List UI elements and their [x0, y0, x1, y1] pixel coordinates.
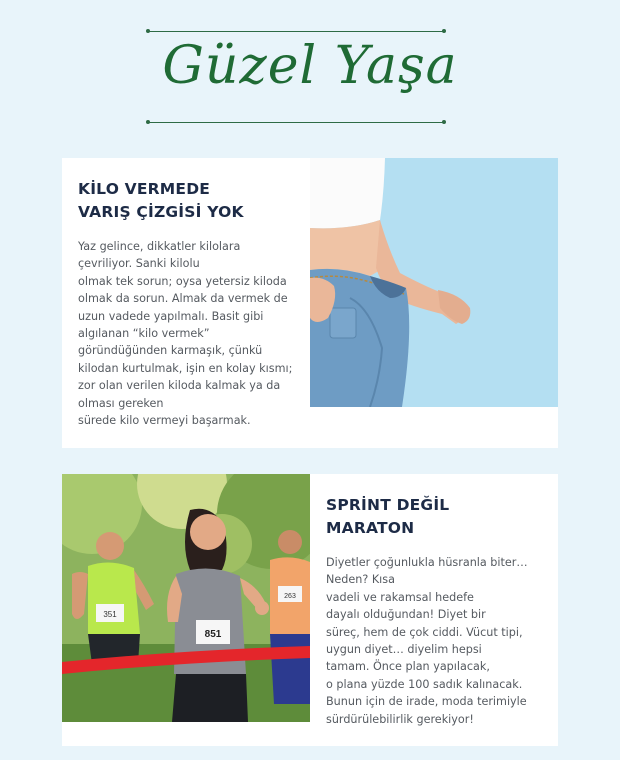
- header-bottom-rule: [148, 122, 444, 123]
- body-line: kilodan kurtulmak, işin en kolay kısmı;: [78, 361, 293, 375]
- body-line: Diyetler çoğunlukla hüsranla biter…: [326, 556, 528, 569]
- body-line: göründüğünden karmaşık, çünkü: [78, 344, 263, 358]
- header: [0, 0, 620, 150]
- body-line: Bunun için de irade, moda terimiyle: [326, 695, 527, 709]
- body-line: çevriliyor. Sanki kilolu: [78, 257, 200, 271]
- heading-line: MARATON: [326, 519, 415, 537]
- heading-line: VARIŞ ÇİZGİSİ YOK: [78, 203, 244, 221]
- marathon-runners-photo: [62, 474, 310, 722]
- body-line: uzun vadede yapılmalı. Basit gibi: [78, 309, 264, 323]
- article-heading: [78, 178, 286, 224]
- article-card-marathon: [62, 474, 558, 746]
- body-line: uygun diyet… diyelim hepsi: [326, 643, 482, 657]
- article-heading: [326, 494, 534, 540]
- heading-line: KİLO VERMEDE: [78, 180, 211, 198]
- article-text: [326, 494, 534, 728]
- bib-number: 263: [284, 593, 296, 600]
- body-line: olması gereken: [78, 396, 164, 410]
- body-line: tamam. Önce plan yapılacak,: [326, 660, 490, 674]
- article-text: [78, 178, 293, 429]
- body-line: sürdürülebilirlik gerekiyor!: [326, 712, 474, 726]
- body-line: süreç, hem de çok ciddi. Vücut tipi,: [326, 625, 523, 639]
- body-line: sürede kilo vermeyi başarmak.: [78, 414, 251, 428]
- waistline-jeans-photo: [310, 158, 558, 407]
- body-line: zor olan verilen kiloda kalmak ya da: [78, 379, 281, 393]
- heading-line: SPRİNT DEĞİL: [326, 496, 450, 514]
- body-line: o plana yüzde 100 sadık kalınacak.: [326, 677, 523, 691]
- body-line: olmak tek sorun; oysa yetersiz kiloda: [78, 274, 287, 288]
- article-body: [78, 238, 293, 429]
- brand-title: Güzel Yaşa: [162, 36, 458, 96]
- bib-number: 351: [103, 610, 117, 619]
- header-top-rule: [148, 31, 444, 32]
- body-line: dayalı olduğundan! Diyet bir: [326, 608, 486, 622]
- article-body: [326, 554, 534, 728]
- body-line: olmak da sorun. Almak da vermek de: [78, 292, 288, 306]
- body-line: Yaz gelince, dikkatler kilolara: [78, 240, 241, 253]
- body-line: Neden? Kısa: [326, 573, 395, 587]
- article-card-weight-loss: [62, 158, 558, 448]
- body-line: vadeli ve rakamsal hedefe: [326, 590, 474, 604]
- bib-number: 851: [204, 629, 222, 640]
- body-line: algılanan “kilo vermek”: [78, 327, 210, 341]
